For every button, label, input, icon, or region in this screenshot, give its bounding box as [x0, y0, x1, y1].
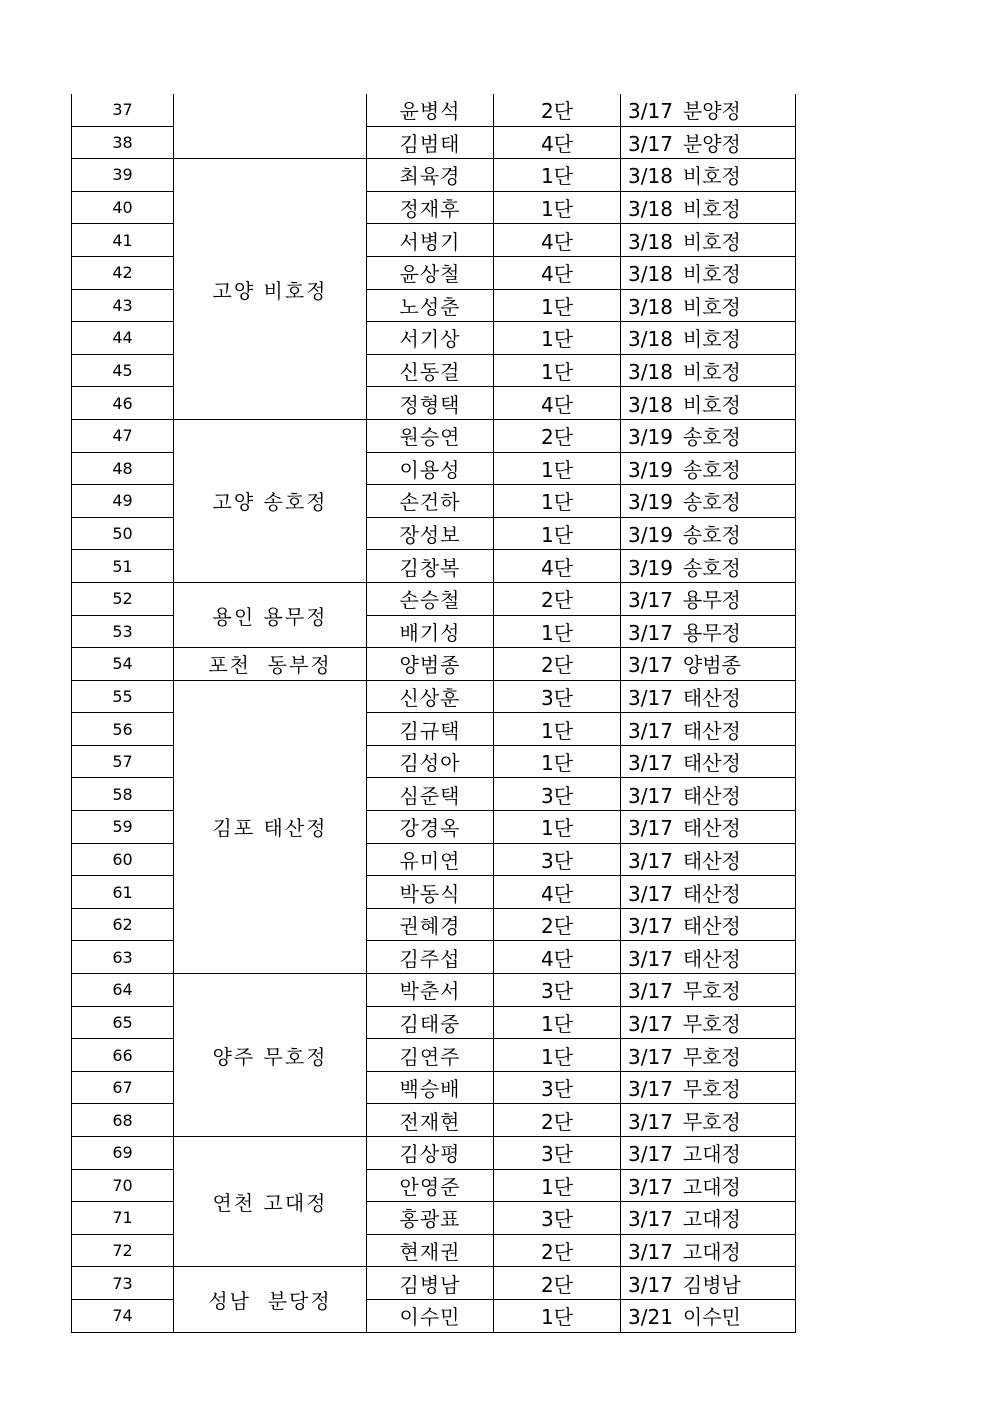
date-place-cell: [621, 680, 796, 713]
row-number: 53: [72, 615, 174, 648]
row-number: 52: [72, 582, 174, 615]
table-row: [72, 159, 796, 192]
date-place-cell: [621, 1202, 796, 1235]
date-text: 3/19: [628, 457, 673, 482]
rank-cell: 2단: [494, 419, 621, 452]
row-number: 59: [72, 811, 174, 844]
date-text: 3/17: [628, 1044, 673, 1069]
group-label: 성남 분당정: [208, 1288, 332, 1313]
rank-cell: 1단: [494, 485, 621, 518]
rank-cell: 1단: [494, 191, 621, 224]
rank-cell: 4단: [494, 256, 621, 289]
date-text: 3/18: [628, 294, 673, 319]
row-number: 65: [72, 1006, 174, 1039]
results-table: [71, 94, 796, 1333]
member-name: 김병남: [367, 1267, 494, 1300]
date-place-cell: [621, 1169, 796, 1202]
group-label: 고양 송호정: [212, 490, 328, 515]
place-text: 고대정: [682, 1207, 741, 1232]
member-name: 노성춘: [367, 289, 494, 322]
member-name: 원승연: [367, 419, 494, 452]
date-place-cell: [621, 1267, 796, 1300]
date-place-cell: [621, 387, 796, 420]
place-text: 김병남: [682, 1272, 741, 1297]
rank-cell: 1단: [494, 745, 621, 778]
date-place-cell: [621, 322, 796, 355]
row-number: 74: [72, 1299, 174, 1332]
date-place-cell: [621, 256, 796, 289]
date-place-cell: [621, 941, 796, 974]
date-place-cell: [621, 485, 796, 518]
rank-cell: 1단: [494, 322, 621, 355]
member-name: 김주섭: [367, 941, 494, 974]
date-place-cell: [621, 419, 796, 452]
row-number: 61: [72, 876, 174, 909]
rank-cell: 3단: [494, 974, 621, 1007]
place-text: 태산정: [682, 783, 741, 808]
member-name: 손건하: [367, 485, 494, 518]
date-text: 3/17: [628, 1207, 673, 1232]
place-text: 송호정: [682, 555, 741, 580]
rank-cell: 1단: [494, 289, 621, 322]
member-name: 정재후: [367, 191, 494, 224]
place-text: 태산정: [682, 685, 741, 710]
place-text: 분양정: [682, 99, 741, 124]
group-cell: [174, 582, 367, 647]
group-cell: [174, 419, 367, 582]
place-text: 비호정: [682, 197, 741, 222]
table-row: [72, 1267, 796, 1300]
date-text: 3/17: [628, 914, 673, 939]
member-name: 강경옥: [367, 811, 494, 844]
place-text: 고대정: [682, 1142, 741, 1167]
place-text: 태산정: [682, 946, 741, 971]
date-place-cell: [621, 1234, 796, 1267]
date-place-cell: [621, 517, 796, 550]
place-text: 비호정: [682, 164, 741, 189]
rank-cell: 1단: [494, 1299, 621, 1332]
member-name: 유미연: [367, 843, 494, 876]
date-place-cell: [621, 648, 796, 681]
date-text: 3/17: [628, 1077, 673, 1102]
row-number: 40: [72, 191, 174, 224]
place-text: 송호정: [682, 523, 741, 548]
member-name: 백승배: [367, 1071, 494, 1104]
date-text: 3/17: [628, 685, 673, 710]
table-row: [72, 648, 796, 681]
date-place-cell: [621, 191, 796, 224]
row-number: 58: [72, 778, 174, 811]
row-number: 44: [72, 322, 174, 355]
date-place-cell: [621, 876, 796, 909]
date-place-cell: [621, 1071, 796, 1104]
place-text: 송호정: [682, 457, 741, 482]
date-text: 3/21: [628, 1305, 673, 1330]
date-text: 3/17: [628, 751, 673, 776]
rank-cell: 3단: [494, 778, 621, 811]
date-text: 3/17: [628, 848, 673, 873]
date-text: 3/17: [628, 881, 673, 906]
rank-cell: 1단: [494, 1039, 621, 1072]
date-text: 3/18: [628, 164, 673, 189]
group-label: 용인 용무정: [212, 604, 328, 629]
date-place-cell: [621, 582, 796, 615]
group-cell: [174, 974, 367, 1137]
rank-cell: 1단: [494, 1006, 621, 1039]
member-name: 심준택: [367, 778, 494, 811]
date-place-cell: [621, 713, 796, 746]
row-number: 70: [72, 1169, 174, 1202]
table-row: [72, 419, 796, 452]
date-place-cell: [621, 745, 796, 778]
date-place-cell: [621, 778, 796, 811]
rank-cell: 1단: [494, 452, 621, 485]
row-number: 48: [72, 452, 174, 485]
rank-cell: 4단: [494, 387, 621, 420]
place-text: 용무정: [682, 588, 741, 613]
date-text: 3/19: [628, 523, 673, 548]
rank-cell: 2단: [494, 1267, 621, 1300]
member-name: 윤상철: [367, 256, 494, 289]
date-place-cell: [621, 289, 796, 322]
group-cell: [174, 1137, 367, 1267]
date-text: 3/18: [628, 327, 673, 352]
date-place-cell: [621, 1299, 796, 1332]
date-place-cell: [621, 354, 796, 387]
member-name: 현재권: [367, 1234, 494, 1267]
date-text: 3/17: [628, 1142, 673, 1167]
row-number: 45: [72, 354, 174, 387]
member-name: 안영준: [367, 1169, 494, 1202]
group-label: 포천 동부정: [208, 653, 332, 678]
place-text: 고대정: [682, 1174, 741, 1199]
rank-cell: 3단: [494, 1202, 621, 1235]
group-label: 양주 무호정: [212, 1044, 328, 1069]
place-text: 비호정: [682, 360, 741, 385]
member-name: 서기상: [367, 322, 494, 355]
date-text: 3/17: [628, 718, 673, 743]
date-text: 3/17: [628, 1272, 673, 1297]
place-text: 비호정: [682, 294, 741, 319]
group-label: 연천 고대정: [212, 1191, 328, 1216]
date-text: 3/19: [628, 555, 673, 580]
date-place-cell: [621, 908, 796, 941]
rank-cell: 1단: [494, 159, 621, 192]
rank-cell: 2단: [494, 1234, 621, 1267]
row-number: 38: [72, 126, 174, 159]
row-number: 46: [72, 387, 174, 420]
member-name: 김규택: [367, 713, 494, 746]
place-text: 태산정: [682, 914, 741, 939]
member-name: 장성보: [367, 517, 494, 550]
member-name: 박춘서: [367, 974, 494, 1007]
place-text: 이수민: [682, 1305, 741, 1330]
place-text: 태산정: [682, 881, 741, 906]
date-text: 3/17: [628, 1011, 673, 1036]
rank-cell: 4단: [494, 224, 621, 257]
rank-cell: 2단: [494, 94, 621, 126]
member-name: 김연주: [367, 1039, 494, 1072]
date-place-cell: [621, 126, 796, 159]
row-number: 68: [72, 1104, 174, 1137]
place-text: 양범종: [682, 653, 741, 678]
group-cell: [174, 159, 367, 420]
rank-cell: 4단: [494, 550, 621, 583]
table-row: [72, 974, 796, 1007]
date-text: 3/19: [628, 490, 673, 515]
date-text: 3/17: [628, 1109, 673, 1134]
row-number: 49: [72, 485, 174, 518]
place-text: 무호정: [682, 979, 741, 1004]
date-place-cell: [621, 1104, 796, 1137]
member-name: 이수민: [367, 1299, 494, 1332]
rank-cell: 2단: [494, 582, 621, 615]
place-text: 태산정: [682, 816, 741, 841]
rank-cell: 3단: [494, 680, 621, 713]
row-number: 54: [72, 648, 174, 681]
place-text: 비호정: [682, 327, 741, 352]
place-text: 태산정: [682, 718, 741, 743]
place-text: 태산정: [682, 848, 741, 873]
place-text: 무호정: [682, 1044, 741, 1069]
row-number: 56: [72, 713, 174, 746]
member-name: 김상평: [367, 1137, 494, 1170]
row-number: 51: [72, 550, 174, 583]
row-number: 69: [72, 1137, 174, 1170]
date-place-cell: [621, 843, 796, 876]
date-place-cell: [621, 159, 796, 192]
date-text: 3/19: [628, 425, 673, 450]
date-text: 3/17: [628, 131, 673, 156]
member-name: 신상훈: [367, 680, 494, 713]
member-name: 배기성: [367, 615, 494, 648]
member-name: 권혜경: [367, 908, 494, 941]
date-place-cell: [621, 811, 796, 844]
row-number: 63: [72, 941, 174, 974]
rank-cell: 1단: [494, 1169, 621, 1202]
table-row: [72, 680, 796, 713]
rank-cell: 1단: [494, 713, 621, 746]
date-text: 3/17: [628, 979, 673, 1004]
member-name: 최육경: [367, 159, 494, 192]
row-number: 66: [72, 1039, 174, 1072]
date-place-cell: [621, 1006, 796, 1039]
date-text: 3/18: [628, 197, 673, 222]
table-body: [72, 94, 796, 1332]
date-place-cell: [621, 550, 796, 583]
rank-cell: 3단: [494, 1137, 621, 1170]
rank-cell: 4단: [494, 941, 621, 974]
place-text: 무호정: [682, 1109, 741, 1134]
member-name: 손승철: [367, 582, 494, 615]
rank-cell: 1단: [494, 615, 621, 648]
rank-cell: 4단: [494, 126, 621, 159]
place-text: 무호정: [682, 1077, 741, 1102]
date-text: 3/18: [628, 392, 673, 417]
row-number: 72: [72, 1234, 174, 1267]
date-text: 3/17: [628, 588, 673, 613]
place-text: 무호정: [682, 1011, 741, 1036]
row-number: 47: [72, 419, 174, 452]
row-number: 55: [72, 680, 174, 713]
member-name: 김태중: [367, 1006, 494, 1039]
member-name: 김범태: [367, 126, 494, 159]
member-name: 신동걸: [367, 354, 494, 387]
row-number: 42: [72, 256, 174, 289]
member-name: 홍광표: [367, 1202, 494, 1235]
member-name: 윤병석: [367, 94, 494, 126]
date-place-cell: [621, 1137, 796, 1170]
date-place-cell: [621, 224, 796, 257]
date-place-cell: [621, 1039, 796, 1072]
rank-cell: 4단: [494, 876, 621, 909]
group-cell: [174, 94, 367, 159]
member-name: 서병기: [367, 224, 494, 257]
date-text: 3/17: [628, 99, 673, 124]
member-name: 정형택: [367, 387, 494, 420]
place-text: 고대정: [682, 1240, 741, 1265]
place-text: 송호정: [682, 425, 741, 450]
member-name: 김성아: [367, 745, 494, 778]
place-text: 비호정: [682, 229, 741, 254]
group-label: 김포 태산정: [212, 816, 328, 841]
row-number: 43: [72, 289, 174, 322]
date-text: 3/18: [628, 360, 673, 385]
rank-cell: 1단: [494, 354, 621, 387]
place-text: 용무정: [682, 620, 741, 645]
member-name: 이용성: [367, 452, 494, 485]
date-text: 3/18: [628, 229, 673, 254]
date-place-cell: [621, 974, 796, 1007]
date-place-cell: [621, 452, 796, 485]
rank-cell: 1단: [494, 517, 621, 550]
date-text: 3/17: [628, 620, 673, 645]
row-number: 37: [72, 94, 174, 126]
rank-cell: 2단: [494, 908, 621, 941]
place-text: 송호정: [682, 490, 741, 515]
table-row: [72, 94, 796, 126]
group-cell: [174, 680, 367, 973]
date-place-cell: [621, 615, 796, 648]
place-text: 비호정: [682, 392, 741, 417]
member-name: 김창복: [367, 550, 494, 583]
rank-cell: 2단: [494, 648, 621, 681]
member-name: 박동식: [367, 876, 494, 909]
row-number: 73: [72, 1267, 174, 1300]
row-number: 64: [72, 974, 174, 1007]
date-text: 3/17: [628, 816, 673, 841]
date-text: 3/17: [628, 946, 673, 971]
place-text: 태산정: [682, 751, 741, 776]
date-text: 3/18: [628, 262, 673, 287]
date-text: 3/17: [628, 783, 673, 808]
rank-cell: 3단: [494, 843, 621, 876]
rank-cell: 3단: [494, 1071, 621, 1104]
member-name: 전재현: [367, 1104, 494, 1137]
row-number: 57: [72, 745, 174, 778]
date-text: 3/17: [628, 1174, 673, 1199]
date-place-cell: [621, 94, 796, 126]
place-text: 분양정: [682, 131, 741, 156]
row-number: 60: [72, 843, 174, 876]
row-number: 67: [72, 1071, 174, 1104]
member-name: 양범종: [367, 648, 494, 681]
date-text: 3/17: [628, 653, 673, 678]
row-number: 62: [72, 908, 174, 941]
row-number: 41: [72, 224, 174, 257]
place-text: 비호정: [682, 262, 741, 287]
group-label: 고양 비호정: [212, 278, 328, 303]
group-cell: [174, 1267, 367, 1332]
row-number: 39: [72, 159, 174, 192]
table-row: [72, 1137, 796, 1170]
row-number: 71: [72, 1202, 174, 1235]
rank-cell: 2단: [494, 1104, 621, 1137]
group-cell: [174, 648, 367, 681]
table-row: [72, 582, 796, 615]
row-number: 50: [72, 517, 174, 550]
rank-cell: 1단: [494, 811, 621, 844]
date-text: 3/17: [628, 1240, 673, 1265]
